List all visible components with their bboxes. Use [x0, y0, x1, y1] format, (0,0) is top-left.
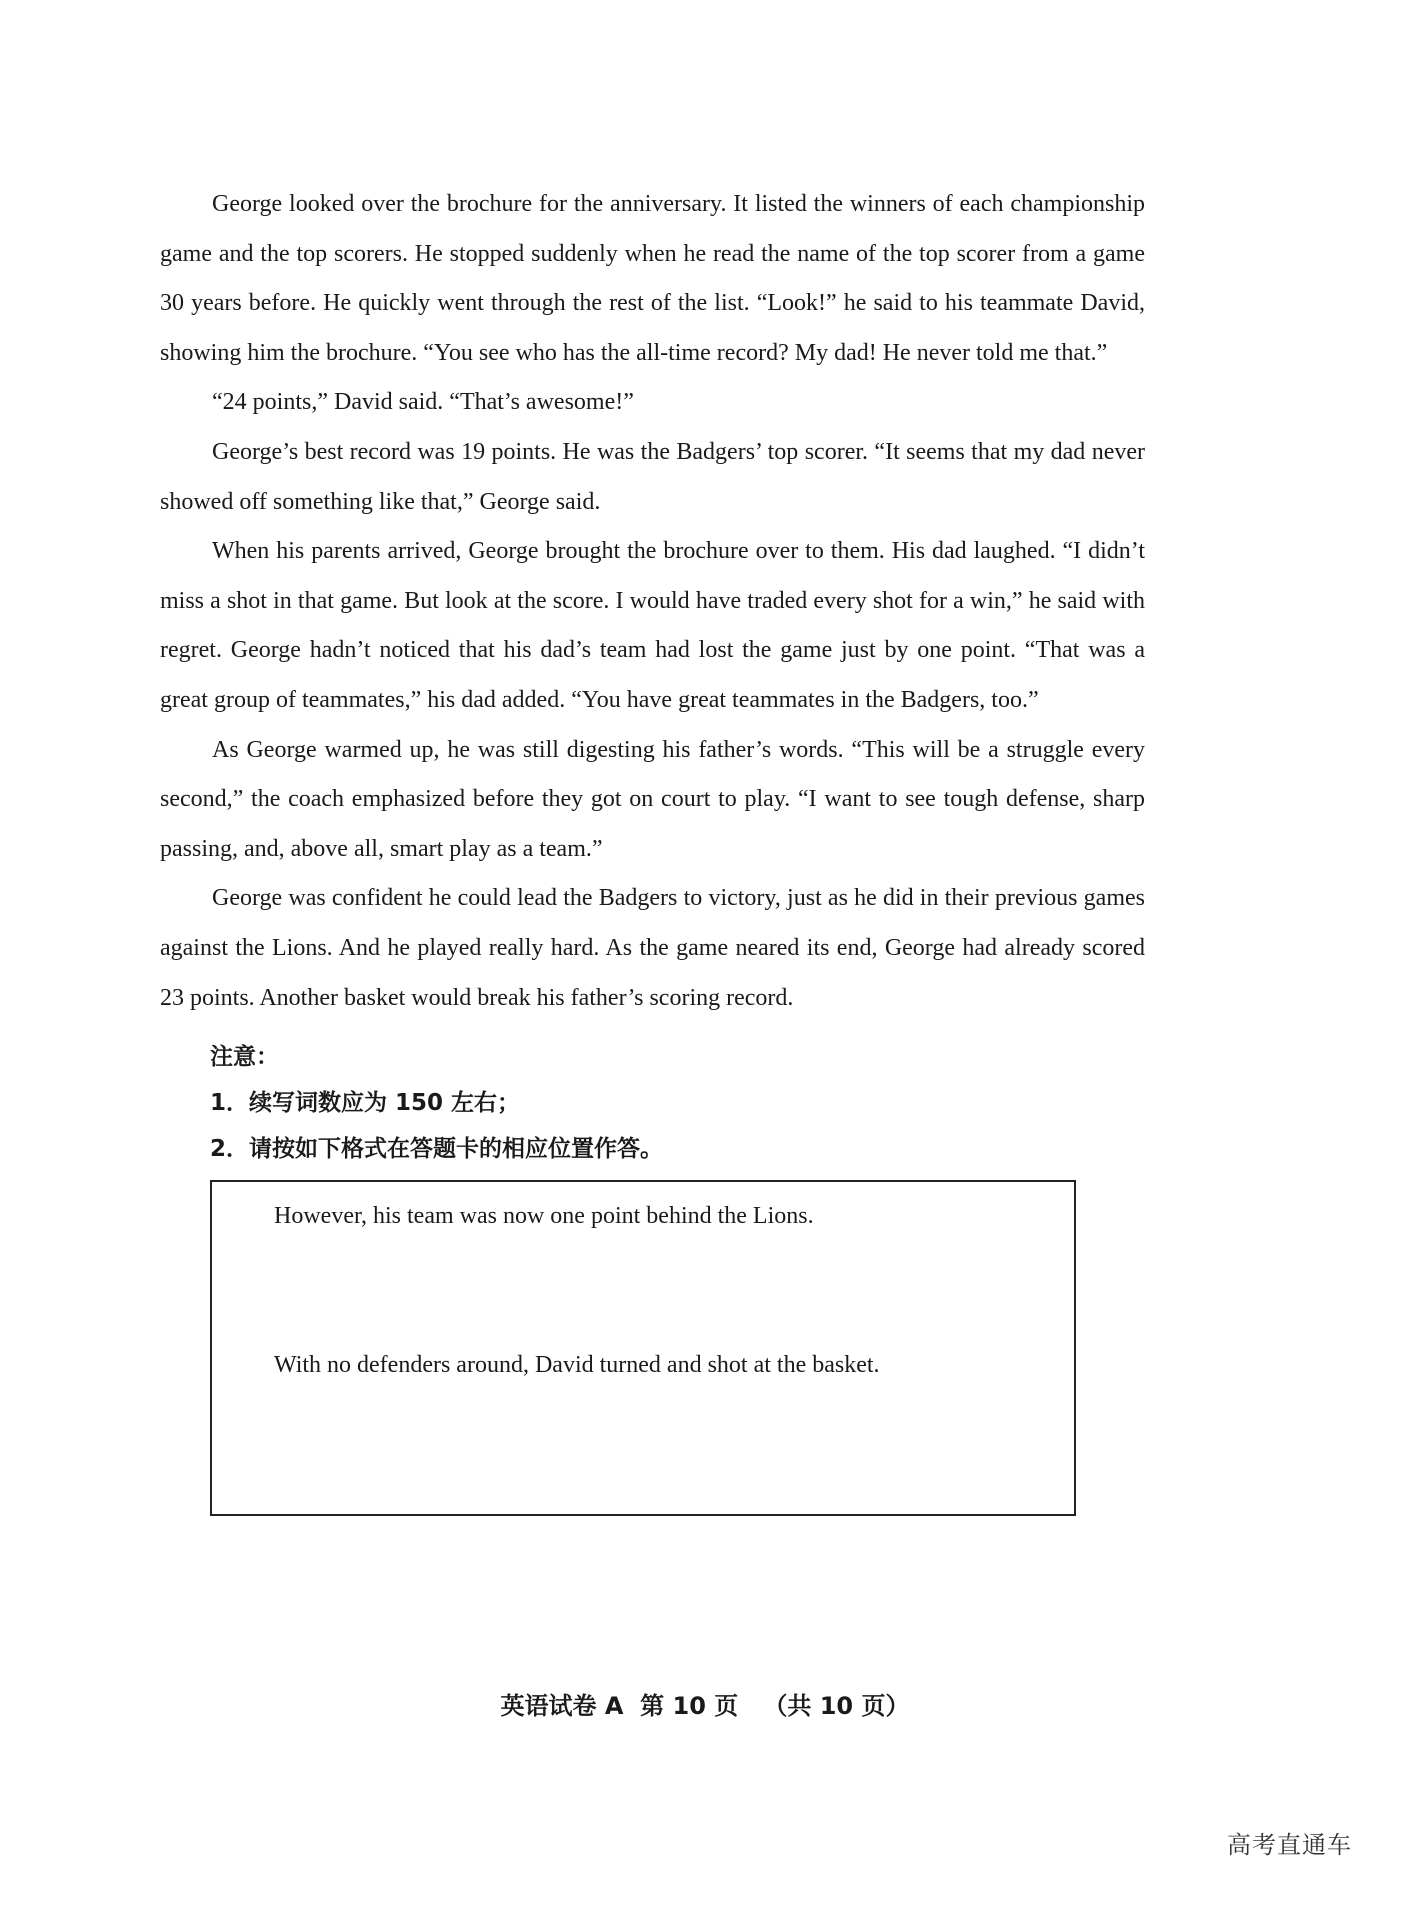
continuation-prompt-2: With no defenders around, David turned and shot at the basket.	[274, 1352, 880, 1378]
instructions-heading: 注意：	[210, 1044, 279, 1070]
passage-paragraph: George looked over the brochure for the anniversary. It listed the winners of each championship game and the top scorers. He stopped suddenly when he read the name of the top scorer from a game 30 years before. He quickly went through the rest of the list. “Look!” he said to his teammate David, showing him the brochure. “You see who has the all-time record? My dad! He never told me that.”	[160, 191, 1145, 366]
instruction-item: 1．续写词数应为 150 左右；	[210, 1090, 521, 1116]
page-footer	[0, 1690, 1410, 1722]
instruction-item: 2．请按如下格式在答题卡的相应位置作答。	[210, 1136, 664, 1162]
passage-paragraph: “24 points,” David said. “That’s awesome!”	[212, 389, 634, 416]
instructions-section	[210, 1034, 1110, 1172]
footer-spacer	[623, 1692, 640, 1720]
watermark-logo: 高考直通车	[1227, 1831, 1352, 1859]
total-pages: （共 10 页）	[763, 1692, 910, 1720]
paper-label: 英语试卷 A	[500, 1692, 624, 1720]
page-number: 第 10 页	[640, 1692, 739, 1720]
answer-box	[210, 1180, 1076, 1516]
passage-paragraph: As George warmed up, he was still digesting his father’s words. “This will be a struggle every second,” the coach emphasized before they got on court to play. “I want to see tough defense, sharp passing, and, above all, smart play as a team.”	[160, 736, 1145, 862]
story-passage	[160, 180, 1145, 1023]
passage-paragraph: George’s best record was 19 points. He was the Badgers’ top scorer. “It seems that my dad never showed off something like that,” George said.	[160, 438, 1145, 515]
footer-spacer	[738, 1692, 763, 1720]
passage-paragraph: George was confident he could lead the Badgers to victory, just as he did in their previous games against the Lions. And he played really hard. As the game neared its end, George had already scored 23 points. Another basket would break his father’s scoring record.	[160, 885, 1145, 1011]
continuation-prompt-1: However, his team was now one point behind the Lions.	[274, 1203, 814, 1229]
passage-paragraph: When his parents arrived, George brought the brochure over to them. His dad laughed. “I didn’t miss a shot in that game. But look at the score. I would have traded every shot for a win,” he said with regret. George hadn’t noticed that his dad’s team had lost the game just by one point. “That was a great group of teammates,” his dad added. “You have great teammates in the Badgers, too.”	[160, 538, 1145, 713]
